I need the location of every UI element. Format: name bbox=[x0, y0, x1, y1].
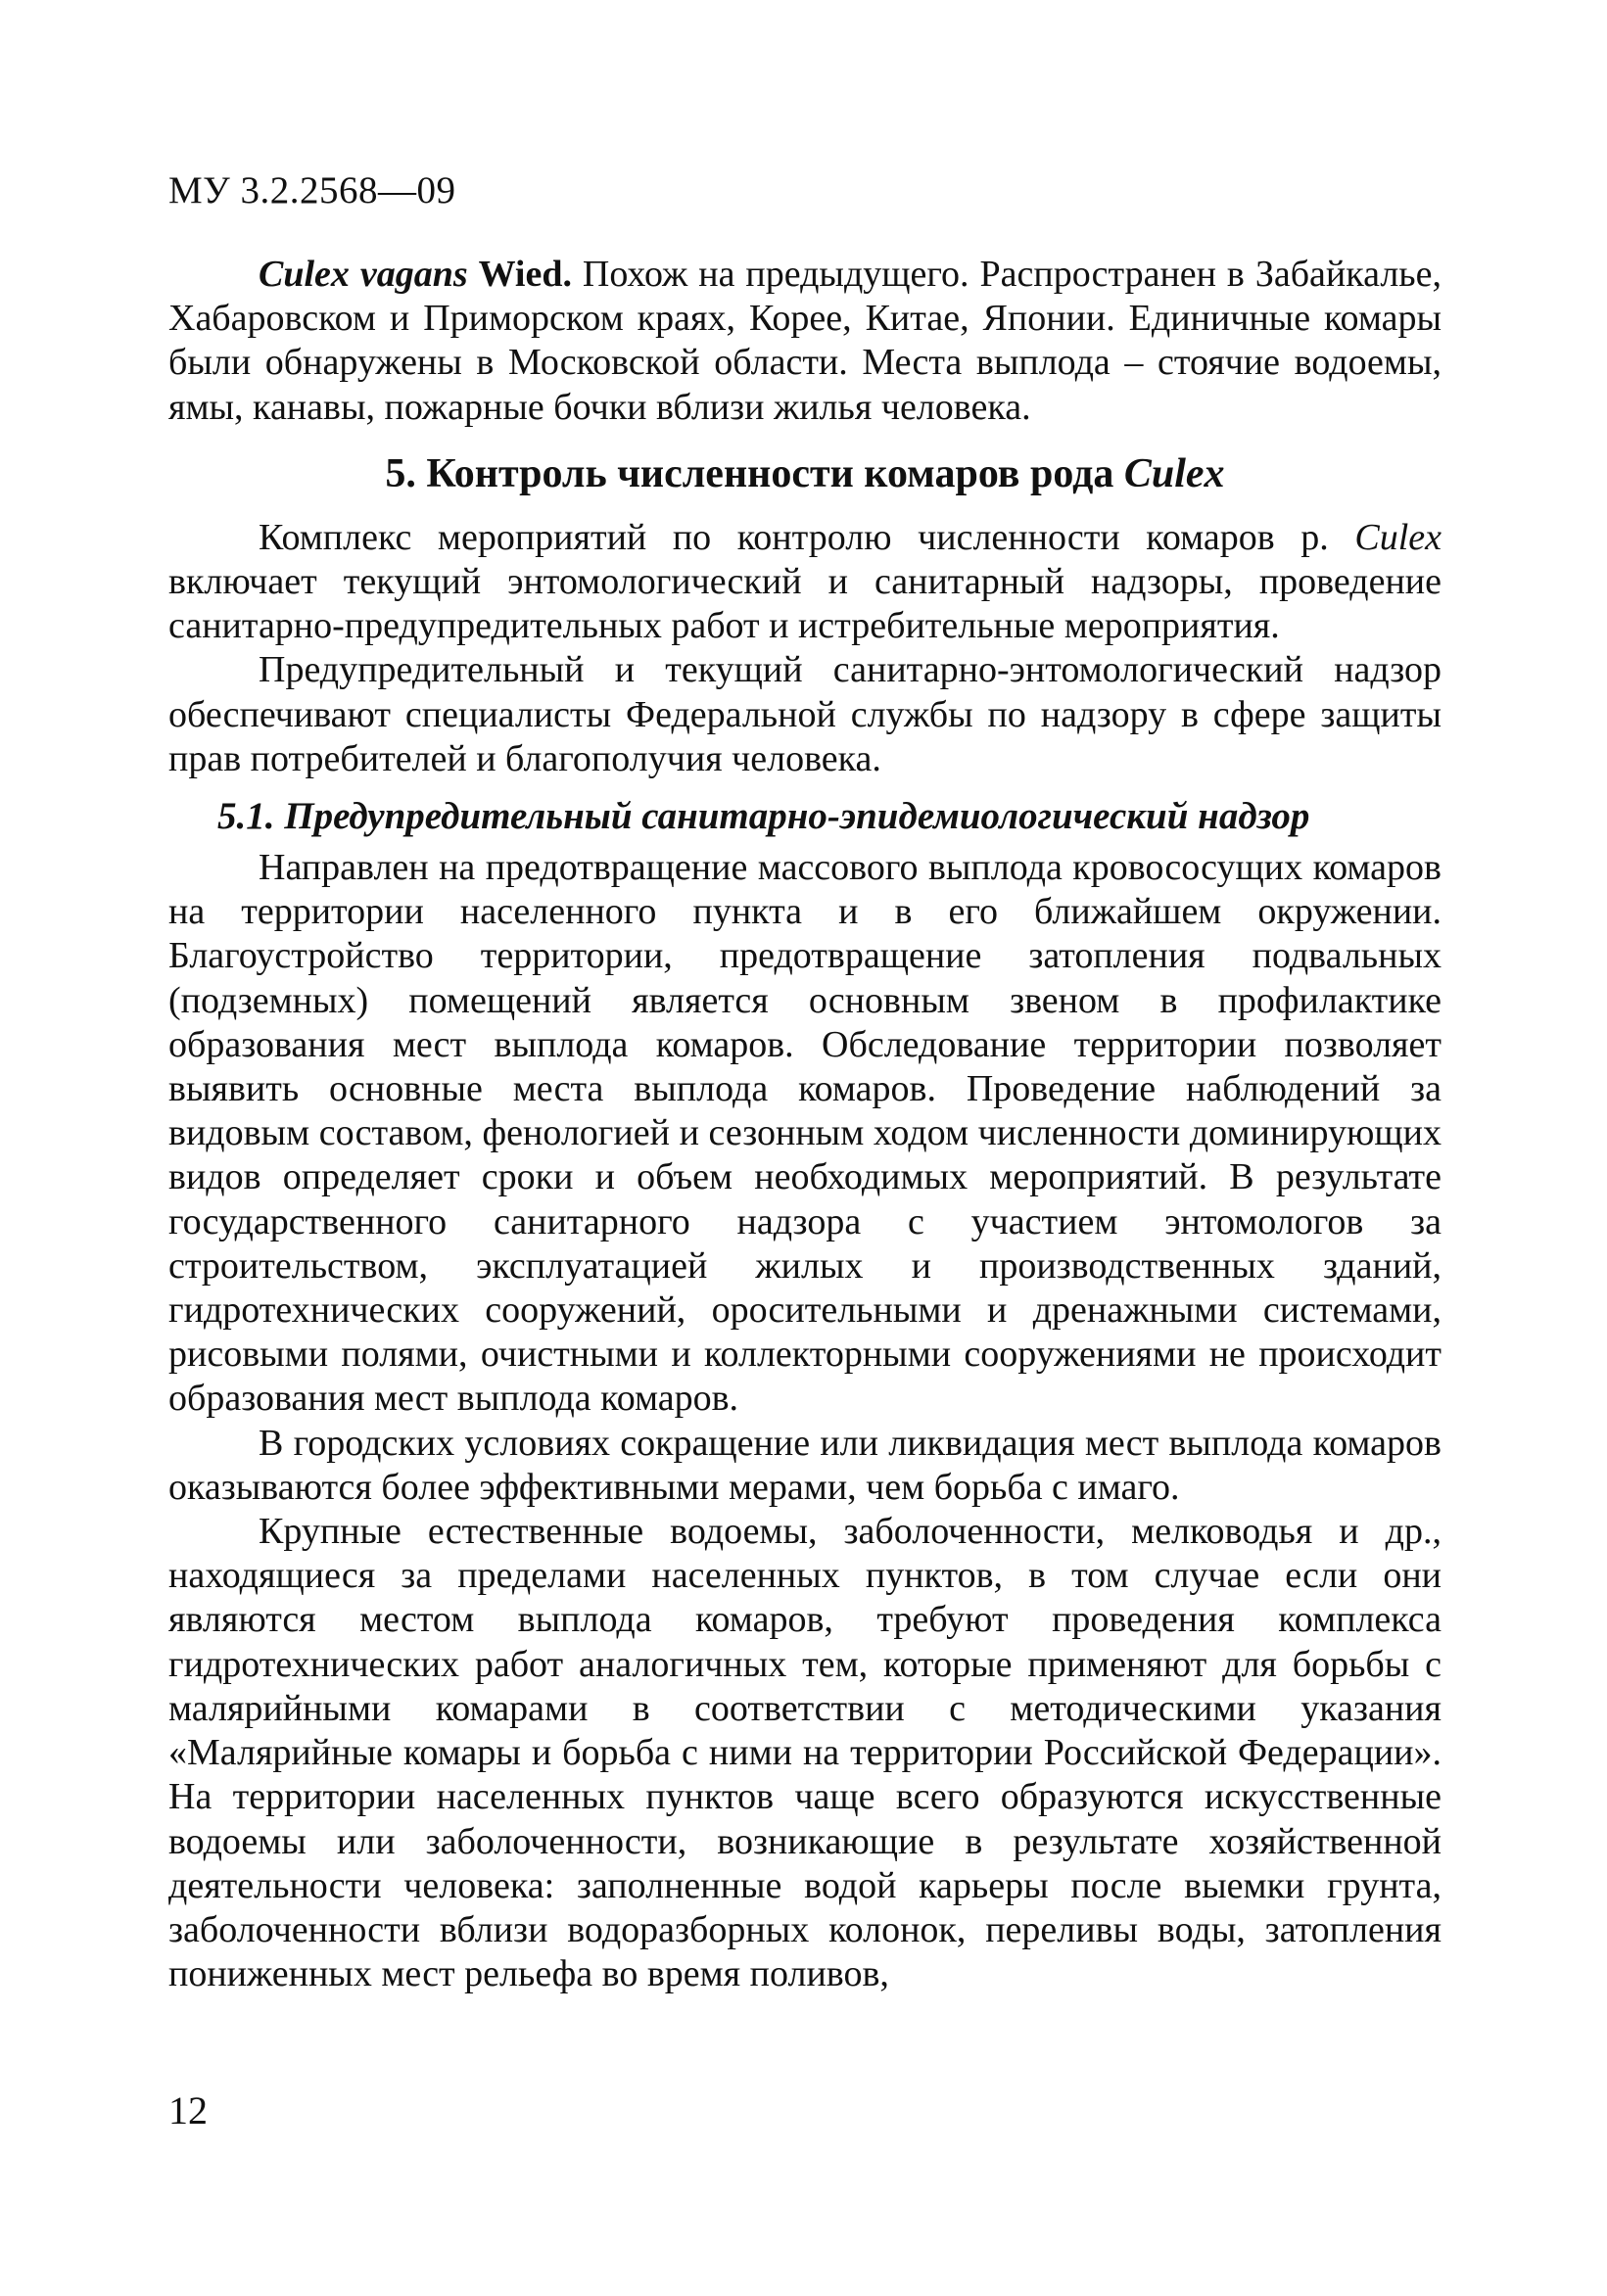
page-body bbox=[168, 253, 1442, 1996]
species-author: Wied. bbox=[478, 254, 572, 295]
section-5-1-paragraph-3: Крупные естественные водоемы, заболоченности, мелководья и др., находящиеся за пределами населенных пунктов, в том случае если они являются местом выплода комаров, требуют проведения комплекса гидротехнических работ аналогичных тем, которые применяют для борьбы с малярийными комарами в соответствии с методическими указания «Малярийные комары и борьба с ними на территории Российской Федерации». На территории населенных пунктов чаще всего образуются искусственные водоемы или заболоченности, возникающие в результате хозяйственной деятельности человека: заполненные водой карьеры после выемки грунта, заболоченности вблизи водоразборных колонок, переливы воды, затопления пониженных мест рельефа во время поливов, bbox=[168, 1511, 1442, 1995]
section-5-1-paragraph-2: В городских условиях сокращение или ликвидация мест выплода комаров оказываются более эффективными мерами, чем борьба с имаго. bbox=[168, 1422, 1442, 1508]
section-5-title-genus: Culex bbox=[1123, 450, 1225, 496]
running-head: МУ 3.2.2568—09 bbox=[168, 169, 456, 211]
section-5-p1-text-b: включает текущий энтомологический и санитарный надзоры, проведение санитарно-предупредительных работ и истребительные мероприятия. bbox=[168, 561, 1442, 647]
species-description: Похож на предыдущего. Распространен в Забайкалье, Хабаровском и Приморском краях, Корее, Китае, Японии. Единичные комары были обнаружены в Московской области. Места выплода – стоячие водоемы, ямы, канавы, пожарные бочки вблизи жилья человека. bbox=[168, 254, 1442, 428]
section-5-1-title-text: Предупредительный санитарно-эпидемиологический надзор bbox=[284, 795, 1310, 838]
section-5-paragraph-2: Предупредительный и текущий санитарно-энтомологический надзор обеспечивают специалисты Федеральной службы по надзору в сфере защиты прав потребителей и благополучия человека. bbox=[168, 649, 1442, 779]
section-5-p1-text-a: Комплекс мероприятий по контролю численности комаров р. bbox=[259, 516, 1329, 558]
species-entry-culex-vagans bbox=[168, 253, 1442, 430]
section-5-heading bbox=[168, 449, 1442, 498]
species-name: Culex vagans bbox=[259, 254, 468, 295]
section-5-title-text: 5. Контроль численности комаров рода bbox=[385, 450, 1114, 496]
page-number: 12 bbox=[168, 2088, 208, 2132]
section-5-p1-genus: Culex bbox=[1354, 516, 1442, 558]
section-5-1-number: 5.1. bbox=[217, 795, 275, 838]
section-5-paragraph-1 bbox=[168, 516, 1442, 649]
section-5-1-paragraph-1: Направлен на предотвращение массового выплода кровососущих комаров на территории населенного пункта и в его ближайшем окружении. Благоустройство территории, предотвращение затопления подвальных (подземных) помещений является основным звеном в профилактике образования мест выплода комаров. Обследование территории позволяет выявить основные места выплода комаров. Проведение наблюдений за видовым составом, фенологией и сезонным ходом численности доминирующих видов определяет сроки и объем необходимых мероприятий. В результате государственного санитарного надзора с участием энтомологов за строительством, эксплуатацией жилых и производственных зданий, гидротехнических сооружений, оросительными и дренажными системами, рисовыми полями, очистными и коллекторными сооружениями не происходит образования мест выплода комаров. bbox=[168, 847, 1442, 1420]
section-5-1-heading bbox=[168, 793, 1442, 840]
